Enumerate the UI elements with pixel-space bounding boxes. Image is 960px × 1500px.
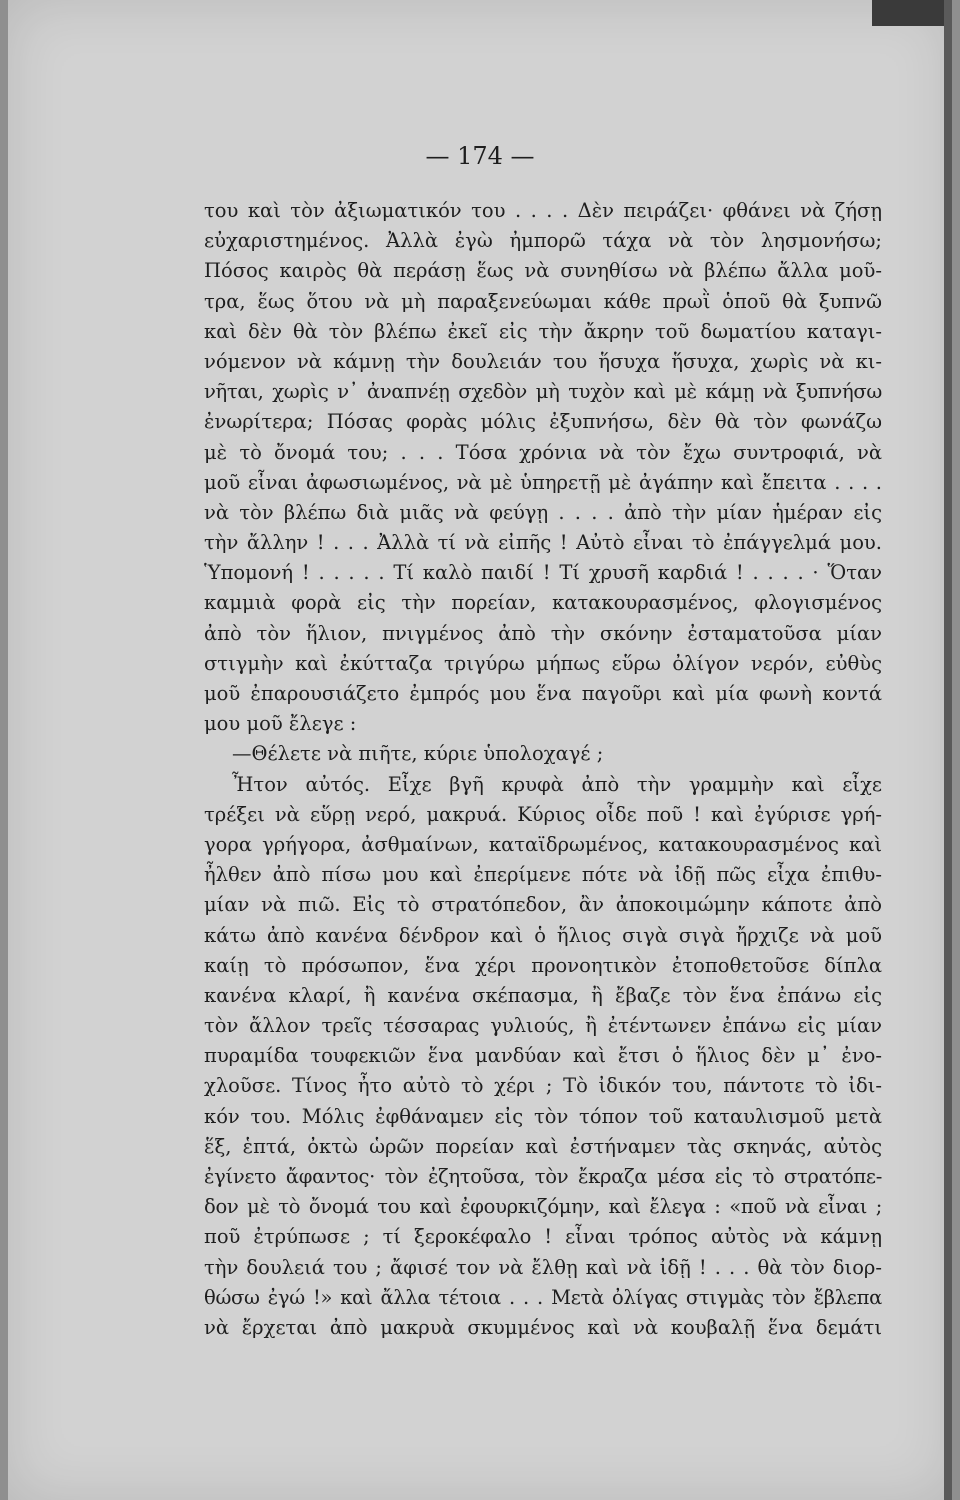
- text-line: δον μὲ τὸ ὄνομά του καὶ ἐφουρκιζόμην, καὶ ἔλεγα : «ποῦ νὰ εἶναι ;: [204, 1195, 882, 1219]
- text-line: ἦλθεν ἀπὸ πίσω μου καὶ ἐπερίμενε πότε νὰ ἰδῇ πῶς εἶχα ἐπιθυ-: [204, 863, 882, 887]
- text-line: ἀπὸ τὸν ἥλιον, πνιγμένος ἀπὸ τὴν σκόνην ἐσταματοῦσα μίαν: [204, 621, 882, 645]
- page-corner-shadow: [872, 0, 952, 26]
- text-line: μοῦ ἐπαρουσιάζετο ἐμπρός μου ἕνα παγοῦρι καὶ μία φωνὴ κοντά: [204, 682, 882, 705]
- text-line: τὸν ἄλλον τρεῖς τέσσαρας γυλιούς, ἢ ἐτέντωνεν ἐπάνω εἰς μίαν: [204, 1014, 882, 1038]
- text-line: τρα, ἕως ὅτου νὰ μὴ παραξενεύωμαι κάθε πρωῒ ὁποῦ θὰ ξυπνῶ: [204, 289, 882, 313]
- text-line: ποῦ ἐτρύπωσε ; τί ξεροκέφαλο ! εἶναι τρόπος αὐτὸς νὰ κάμνῃ: [204, 1225, 882, 1249]
- page-number: — 174 —: [425, 142, 535, 170]
- text-line: κανένα κλαρί, ἢ κανένα σκέπασμα, ἢ ἔβαζε τὸν ἕνα ἐπάνω εἰς: [204, 983, 882, 1007]
- text-line: εὐχαριστημένος. Ἀλλὰ ἐγὼ ἠμπορῶ τάχα νὰ τὸν λησμονήσω;: [204, 229, 882, 253]
- dialogue-line: —Θέλετε νὰ πιῆτε, κύριε ὑπολοχαγέ ;: [232, 742, 604, 766]
- page-edge-shadow: [944, 0, 952, 1500]
- text-line: τὴν δουλειά του ; ἄφισέ τον νὰ ἔλθῃ καὶ νὰ ἰδῇ ! . . . θὰ τὸν διορ-: [204, 1255, 882, 1279]
- text-line: θώσω ἐγώ !» καὶ ἄλλα τέτοια . . . Μετὰ ὀλίγας στιγμὰς τὸν ἔβλεπα: [204, 1285, 882, 1309]
- text-line: μοῦ εἶναι ἀφωσιωμένος, νὰ μὲ ὑπηρετῇ μὲ ἀγάπην καὶ ἔπειτα . . . .: [204, 470, 882, 494]
- text-line: ἐγίνετο ἄφαντος· τὸν ἐζητοῦσα, τὸν ἔκραζα μέσα εἰς τὸ στρατόπε-: [204, 1165, 882, 1188]
- text-line: καμμιὰ φορὰ εἰς τὴν πορείαν, κατακουρασμένος, φλογισμένος: [204, 591, 882, 615]
- text-line: πυραμίδα τουφεκιῶν ἕνα μανδύαν καὶ ἔτσι ὁ ἥλιος δὲν μ᾽ ἐνο-: [204, 1044, 882, 1068]
- text-line: μὲ τὸ ὄνομά του; . . . Τόσα χρόνια νὰ τὸν ἔχω συντροφιά, νὰ: [204, 440, 882, 464]
- text-line: του καὶ τὸν ἀξιωματικόν του . . . . Δὲν πειράζει· φθάνει νὰ ζήσῃ: [204, 199, 882, 222]
- paragraph-start-line: Ἦτον αὐτός. Εἶχε βγῆ κρυφὰ ἀπὸ τὴν γραμμὴν καὶ εἶχε: [232, 772, 882, 796]
- text-line: ἐνωρίτερα; Πόσας φορὰς μόλις ἐξυπνήσω, δὲν θὰ τὸν φωνάζω: [204, 410, 882, 434]
- book-page: [8, 0, 952, 1500]
- text-line: τρέξει νὰ εὕρῃ νερό, μακρυά. Κύριος οἶδε ποῦ ! καὶ ἐγύρισε γρή-: [204, 802, 882, 826]
- text-line: ἕξ, ἑπτά, ὀκτὼ ὡρῶν πορείαν καὶ ἐστήναμεν τὰς σκηνάς, αὐτὸς: [204, 1134, 882, 1158]
- body-text: [204, 196, 882, 1343]
- text-line: μου μοῦ ἔλεγε :: [204, 712, 357, 736]
- text-line: στιγμὴν καὶ ἐκύτταζα τριγύρω μήπως εὕρω ὀλίγον νερόν, εὐθὺς: [204, 651, 882, 675]
- text-line: νόμενον νὰ κάμνῃ τὴν δουλειάν του ἥσυχα ἥσυχα, χωρὶς νὰ κι-: [204, 349, 882, 373]
- text-line: καὶ δὲν θὰ τὸν βλέπω ἐκεῖ εἰς τὴν ἄκρην τοῦ δωματίου καταγι-: [204, 319, 882, 343]
- text-line: Πόσος καιρὸς θὰ περάσῃ ἕως νὰ συνηθίσω νὰ βλέπω ἄλλα μοῦ-: [204, 259, 882, 283]
- text-line: καίῃ τὸ πρόσωπον, ἕνα χέρι προνοητικὸν ἐτοποθετοῦσε δίπλα: [204, 953, 882, 977]
- text-line: γορα γρήγορα, ἀσθμαίνων, καταϊδρωμένος, κατακουρασμένος καὶ: [204, 832, 882, 856]
- text-line: Ὑπομονή ! . . . . . Τί καλὸ παιδί ! Τί χρυσῆ καρδιά ! . . . . · Ὅταν: [204, 561, 882, 585]
- text-line: τὴν ἄλλην ! . . . Ἀλλὰ τί νὰ εἰπῆς ! Αὐτὸ εἶναι τὸ ἐπάγγελμά μου.: [204, 531, 882, 555]
- text-line: κόν του. Μόλις ἐφθάναμεν εἰς τὸν τόπον τοῦ καταυλισμοῦ μετὰ: [204, 1104, 882, 1128]
- text-line: μίαν νὰ πιῶ. Εἰς τὸ στρατόπεδον, ἂν ἀποκοιμώμην κάποτε ἀπὸ: [204, 893, 882, 917]
- text-line: νὰ τὸν βλέπω διὰ μιᾶς νὰ φεύγῃ . . . . ἀπὸ τὴν μίαν ἡμέραν εἰς: [204, 500, 882, 524]
- text-line: νὰ ἔρχεται ἀπὸ μακρυὰ σκυμμένος καὶ νὰ κουβαλῇ ἕνα δεμάτι: [204, 1315, 882, 1339]
- text-line: κάτω ἀπὸ κανένα δένδρον καὶ ὁ ἥλιος σιγὰ σιγὰ ἤρχιζε νὰ μοῦ: [204, 923, 882, 947]
- text-line: νῆται, χωρὶς ν᾽ ἀναπνέῃ σχεδὸν μὴ τυχὸν καὶ μὲ κάμῃ νὰ ξυπνήσω: [204, 380, 882, 404]
- text-line: χλοῦσε. Τίνος ἦτο αὐτὸ τὸ χέρι ; Τὸ ἰδικόν του, πάντοτε τὸ ἰδι-: [204, 1074, 882, 1098]
